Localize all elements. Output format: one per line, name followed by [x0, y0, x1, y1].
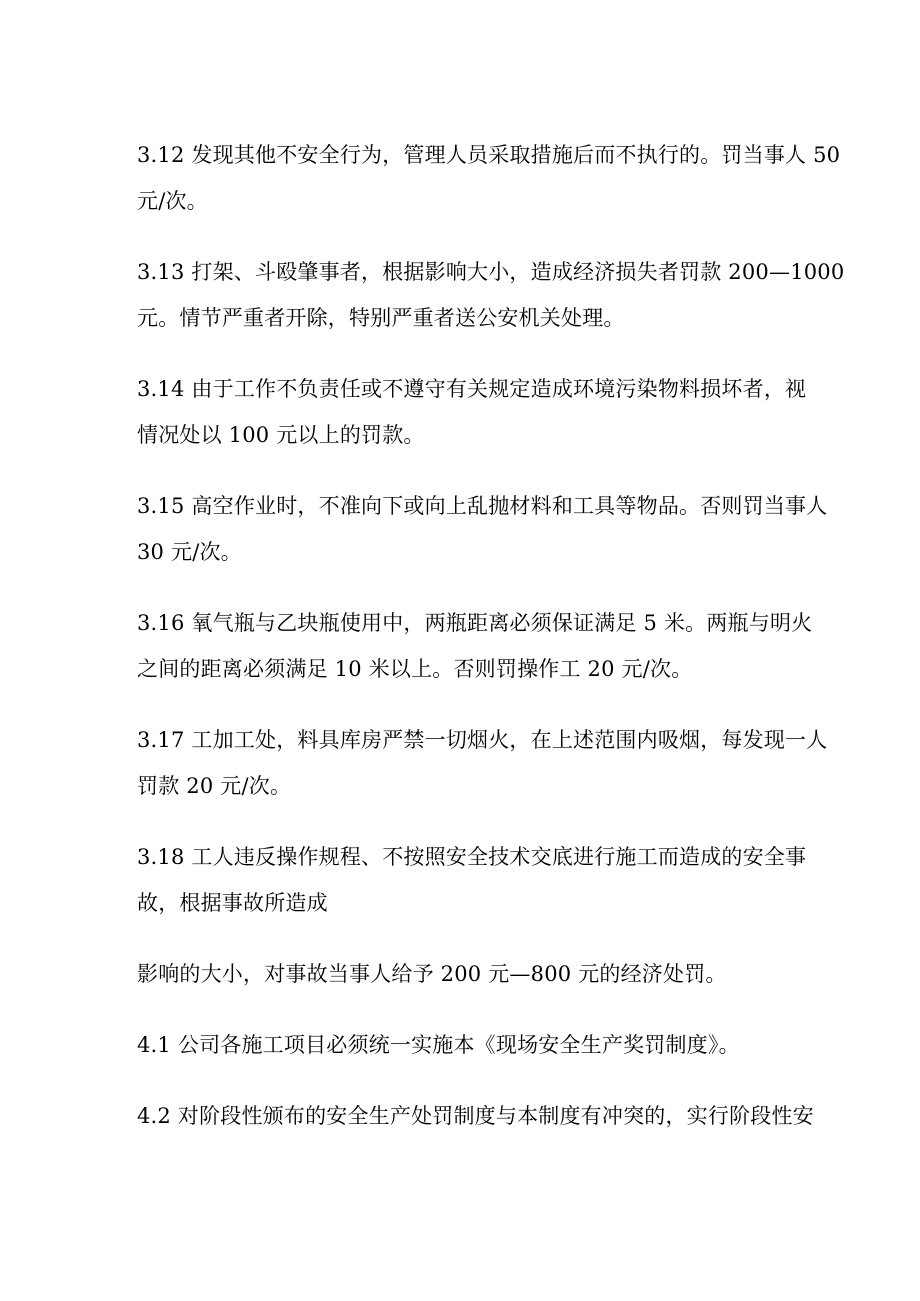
clause-3-13-line-2: 元。情节严重者开除，特别严重者送公安机关处理。: [137, 306, 625, 330]
clause-3-14-line-2: 情况处以 100 元以上的罚款。: [137, 423, 425, 447]
clause-3-14-line-1: 3.14 由于工作不负责任或不遵守有关规定造成环境污染物料损坏者，视: [137, 377, 807, 401]
clause-3-12-line-2: 元/次。: [137, 189, 208, 213]
clause-3-15-line-2: 30 元/次。: [137, 540, 242, 564]
clause-3-17-line-2: 罚款 20 元/次。: [137, 774, 292, 798]
clause-3-16-line-1: 3.16 氧气瓶与乙块瓶使用中，两瓶距离必须保证满足 5 米。两瓶与明火: [137, 611, 813, 635]
clause-3-18-line-3: 影响的大小，对事故当事人给予 200 元—800 元的经济处罚。: [137, 962, 727, 986]
clause-4-1-line-1: 4.1 公司各施工项目必须统一实施本《现场安全生产奖罚制度》。: [137, 1033, 740, 1057]
clause-3-12-line-1: 3.12 发现其他不安全行为，管理人员采取措施后而不执行的。罚当事人 50: [137, 143, 841, 167]
clause-3-16-line-2: 之间的距离必须满足 10 米以上。否则罚操作工 20 元/次。: [137, 657, 693, 681]
clause-3-18-line-1: 3.18 工人违反操作规程、不按照安全技术交底进行施工而造成的安全事: [137, 845, 807, 869]
clause-3-15-line-1: 3.15 高空作业时，不准向下或向上乱抛材料和工具等物品。否则罚当事人: [137, 494, 828, 518]
clause-3-18-line-2: 故，根据事故所造成: [137, 891, 328, 915]
clause-3-13-line-1: 3.13 打架、斗殴肇事者，根据影响大小，造成经济损失者罚款 200—1000: [137, 260, 845, 284]
clause-3-17-line-1: 3.17 工加工处，料具库房严禁一切烟火，在上述范围内吸烟，每发现一人: [137, 728, 828, 752]
clause-4-2-line-1: 4.2 对阶段性颁布的安全生产处罚制度与本制度有冲突的，实行阶段性安: [137, 1104, 814, 1128]
